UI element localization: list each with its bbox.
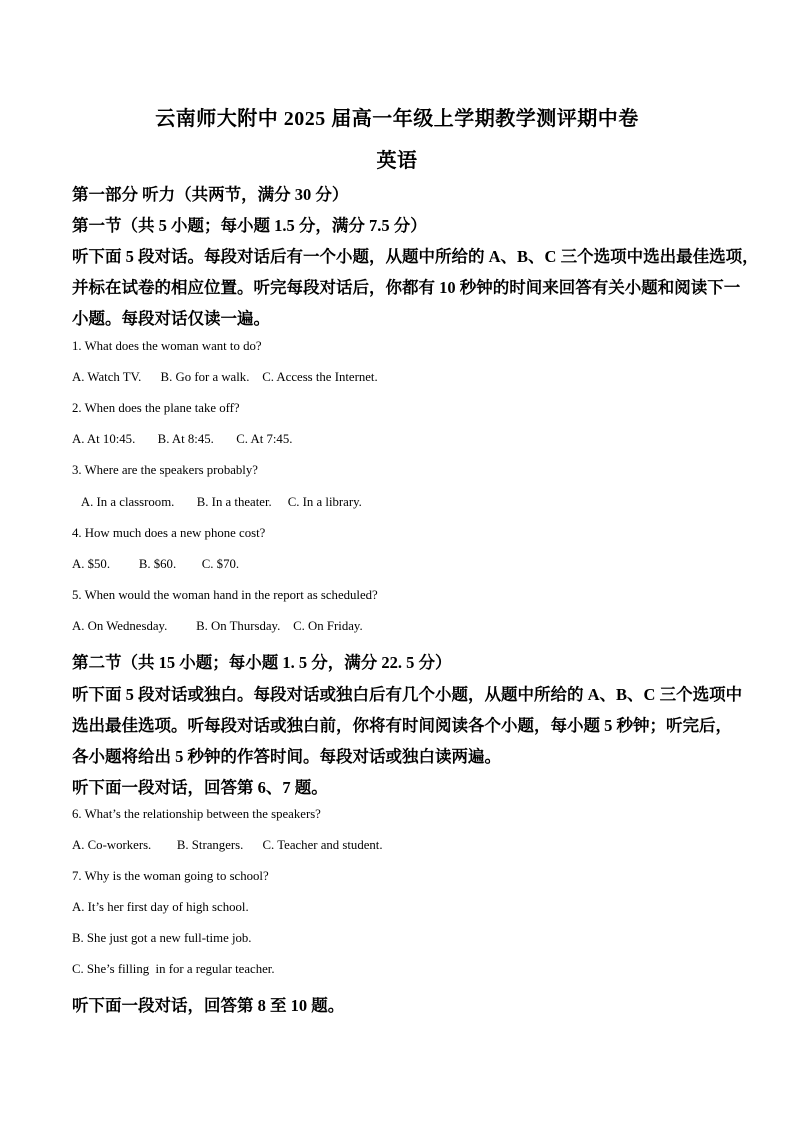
section2-heading: 第二节（共 15 小题；每小题 1. 5 分，满分 22. 5 分） xyxy=(72,653,452,672)
section2-instruction-line: 听下面 5 段对话或独白。每段对话或独白后有几个小题，从题中所给的 A、B、C 三个选项中 xyxy=(72,685,743,704)
part1-heading: 第一部分 听力（共两节，满分 30 分） xyxy=(72,185,349,204)
question-6-options: A. Co-workers. B. Strangers. C. Teacher and student. xyxy=(72,838,383,852)
question-7-option-c: C. She’s filling in for a regular teacher. xyxy=(72,962,275,976)
section1-instruction-line: 并标在试卷的相应位置。听完每段对话后，你都有 10 秒钟的时间来回答有关小题和阅读下一 xyxy=(72,278,741,297)
exam-title: 云南师大附中 2025 届高一年级上学期教学测评期中卷 xyxy=(155,108,639,130)
question-5: 5. When would the woman hand in the report as scheduled? xyxy=(72,588,378,602)
question-2: 2. When does the plane take off? xyxy=(72,401,240,415)
question-7-option-b: B. She just got a new full-time job. xyxy=(72,931,252,945)
question-4: 4. How much does a new phone cost? xyxy=(72,526,266,540)
section2-instruction-line: 选出最佳选项。听每段对话或独白前，你将有时间阅读各个小题，每小题 5 秒钟；听完后， xyxy=(72,716,732,735)
dialogue-heading-6-7: 听下面一段对话，回答第 6、7 题。 xyxy=(72,778,328,797)
section1-instruction-line: 听下面 5 段对话。每段对话后有一个小题，从题中所给的 A、B、C 三个选项中选出最佳选项， xyxy=(72,247,759,266)
section1-instruction-line: 小题。每段对话仅读一遍。 xyxy=(72,309,270,328)
question-4-options: A. $50. B. $60. C. $70. xyxy=(72,557,240,571)
question-5-options: A. On Wednesday. B. On Thursday. C. On Friday. xyxy=(72,619,363,633)
question-3-options: A. In a classroom. B. In a theater. C. In a library. xyxy=(72,495,362,509)
question-1: 1. What does the woman want to do? xyxy=(72,339,262,353)
question-7-option-a: A. It’s her first day of high school. xyxy=(72,900,249,914)
question-6: 6. What’s the relationship between the speakers? xyxy=(72,807,321,821)
question-7: 7. Why is the woman going to school? xyxy=(72,869,269,883)
section2-instruction-line: 各小题将给出 5 秒钟的作答时间。每段对话或独白读两遍。 xyxy=(72,747,501,766)
question-3: 3. Where are the speakers probably? xyxy=(72,463,258,477)
dialogue-heading-8-10: 听下面一段对话，回答第 8 至 10 题。 xyxy=(72,996,345,1015)
question-2-options: A. At 10:45. B. At 8:45. C. At 7:45. xyxy=(72,432,293,446)
question-1-options: A. Watch TV. B. Go for a walk. C. Access the Internet. xyxy=(72,370,378,384)
subject-title: 英语 xyxy=(376,150,418,172)
section1-heading: 第一节（共 5 小题；每小题 1.5 分，满分 7.5 分） xyxy=(72,216,427,235)
